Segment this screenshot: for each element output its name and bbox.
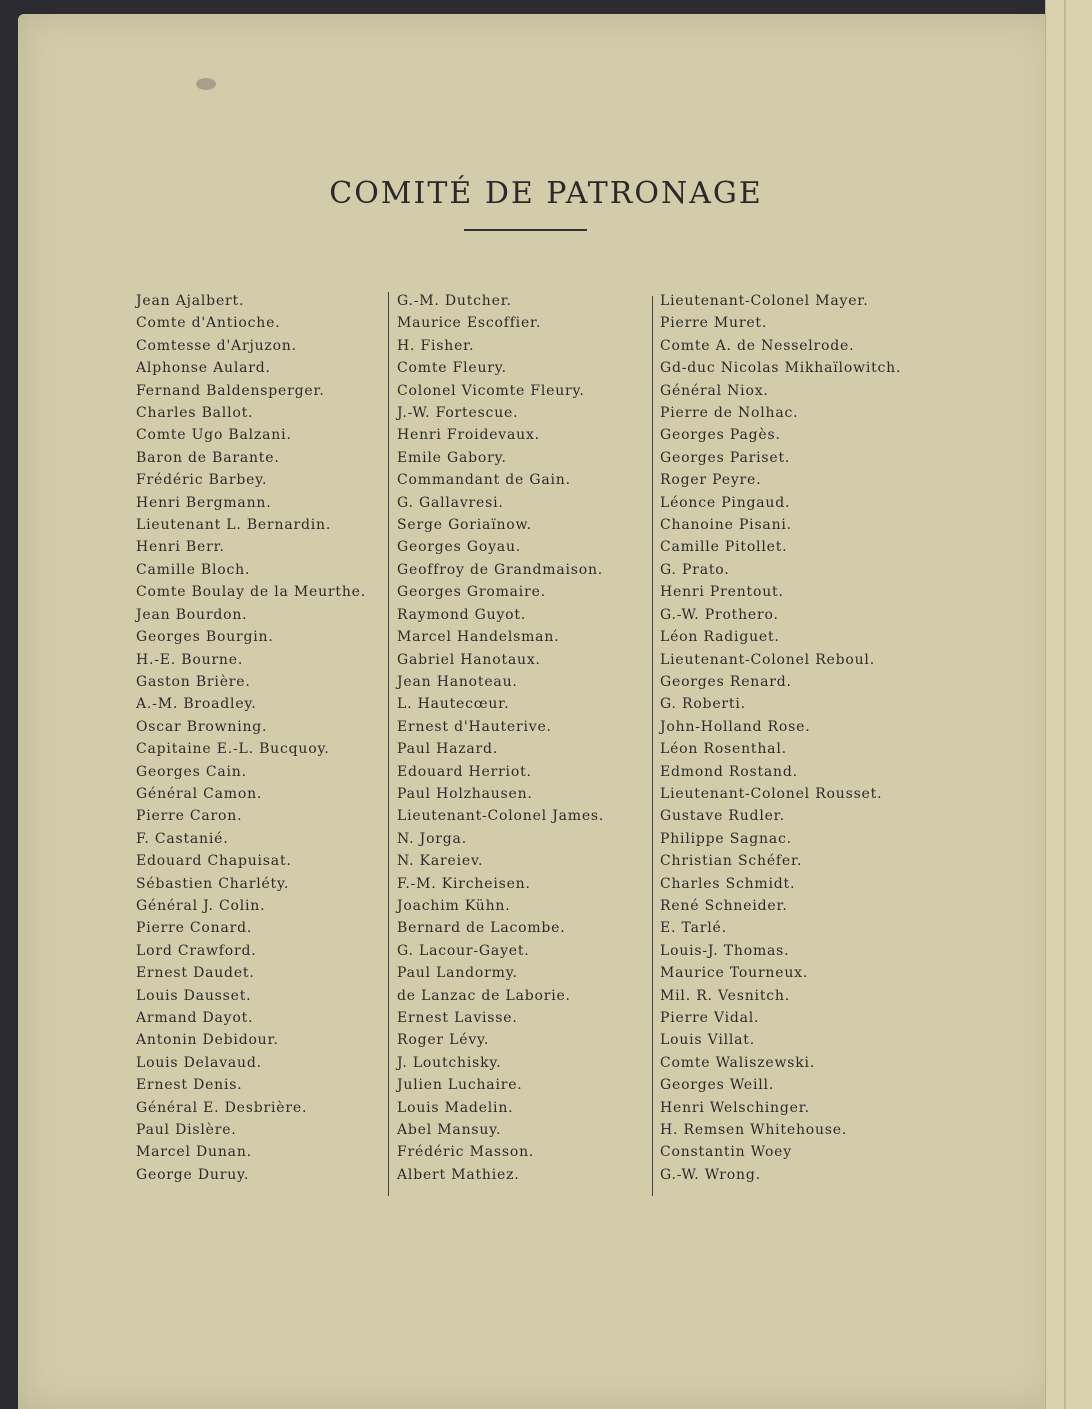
patron-name: Commandant de Gain.: [397, 472, 571, 489]
patron-name: Henri Berr.: [136, 539, 225, 556]
patron-name: Roger Lévy.: [397, 1032, 490, 1049]
patron-name: Henri Bergmann.: [136, 494, 272, 511]
patron-name: Marcel Dunan.: [136, 1144, 252, 1161]
patron-name: Jean Hanoteau.: [397, 673, 518, 690]
patron-name: Roger Peyre.: [660, 472, 762, 489]
patron-name: Lieutenant-Colonel James.: [397, 808, 605, 825]
patron-name: Comte d'Antioche.: [136, 315, 281, 332]
patron-name: Comte Ugo Balzani.: [136, 427, 292, 444]
patron-name: Edmond Rostand.: [660, 763, 798, 780]
patron-name: de Lanzac de Laborie.: [397, 987, 571, 1004]
patron-name: Comte Boulay de la Meurthe.: [136, 584, 366, 601]
patron-name: Gustave Rudler.: [660, 808, 785, 825]
patron-name: F.-M. Kircheisen.: [397, 875, 531, 892]
patron-name: John-Holland Rose.: [660, 718, 811, 735]
patron-name: Jean Ajalbert.: [136, 293, 245, 309]
patron-name: Comte Waliszewski.: [660, 1054, 816, 1071]
patron-name: Léonce Pingaud.: [660, 494, 791, 511]
page-title: COMITÉ DE PATRONAGE: [329, 176, 763, 211]
patron-name: Louis Dausset.: [136, 987, 252, 1004]
patron-name: Paul Hazard.: [397, 741, 499, 758]
patron-name: Comte Fleury.: [397, 360, 507, 377]
patron-name: Christian Schéfer.: [660, 853, 803, 870]
patron-name: Maurice Escoffier.: [397, 315, 542, 332]
patron-name: Bernard de Lacombe.: [397, 920, 566, 937]
patron-name: Paul Holzhausen.: [397, 785, 533, 802]
patron-name: Constantin Woey: [660, 1144, 792, 1161]
patron-name: Ernest Denis.: [136, 1077, 243, 1094]
patron-name: Frédéric Barbey.: [136, 472, 268, 489]
patron-name: N. Kareiev.: [397, 853, 484, 870]
patron-name: Alphonse Aulard.: [136, 360, 271, 377]
patron-name: Pierre Muret.: [660, 315, 768, 332]
patron-name: Charles Schmidt.: [660, 875, 796, 892]
patron-name: Louis Madelin.: [397, 1099, 514, 1116]
patron-name: Joachim Kühn.: [397, 897, 511, 914]
patron-name: Pierre Vidal.: [660, 1010, 760, 1026]
patron-name: Jean Bourdon.: [136, 606, 248, 623]
patron-name: E. Tarlé.: [660, 920, 727, 937]
patron-name: Camille Bloch.: [136, 561, 251, 578]
patron-name: Edouard Chapuisat.: [136, 853, 292, 870]
patron-name: Lieutenant L. Bernardin.: [136, 517, 332, 534]
patron-name: G.-W. Prothero.: [660, 606, 779, 623]
patron-name: Georges Weill.: [660, 1077, 775, 1094]
patron-name: Léon Radiguet.: [660, 629, 780, 646]
patron-name: Général E. Desbrière.: [136, 1099, 308, 1116]
patron-name: Lieutenant-Colonel Rousset.: [660, 785, 883, 802]
column-divider-2: [652, 296, 653, 1196]
patron-name: Ernest Daudet.: [136, 965, 255, 982]
patron-name: Frédéric Masson.: [397, 1144, 535, 1161]
patron-name: Abel Mansuy.: [397, 1122, 502, 1139]
patron-name: Georges Cain.: [136, 763, 247, 780]
patron-name: Lord Crawford.: [136, 942, 257, 959]
patron-name: Ernest Lavisse.: [397, 1010, 518, 1026]
patron-name: Julien Luchaire.: [397, 1077, 523, 1094]
patron-name: René Schneider.: [660, 897, 788, 914]
patron-name: L. Hautecœur.: [397, 696, 510, 713]
patron-name: G. Lacour-Gayet.: [397, 942, 530, 959]
patron-name: F. Castanié.: [136, 830, 229, 847]
patron-name: Edouard Herriot.: [397, 763, 532, 780]
patron-name: Philippe Sagnac.: [660, 830, 792, 847]
patron-name: Charles Ballot.: [136, 405, 254, 422]
patron-name: H. Fisher.: [397, 337, 475, 354]
patron-name: Sébastien Charléty.: [136, 875, 290, 892]
column-divider-1: [388, 292, 389, 1196]
patron-name: Lieutenant-Colonel Mayer.: [660, 293, 869, 309]
patron-name: Georges Pariset.: [660, 449, 791, 466]
patron-name: Henri Froidevaux.: [397, 427, 540, 444]
patron-name: Léon Rosenthal.: [660, 741, 787, 758]
patron-name: N. Jorga.: [397, 830, 467, 847]
patron-name: G.-M. Dutcher.: [397, 293, 512, 309]
patron-name: Louis Villat.: [660, 1032, 755, 1049]
patron-name: Fernand Baldensperger.: [136, 382, 325, 399]
patron-name: Oscar Browning.: [136, 718, 268, 735]
patron-name: Marcel Handelsman.: [397, 629, 560, 646]
patron-name: G. Prato.: [660, 561, 730, 578]
name-column-2: [397, 290, 604, 1186]
patron-name: Chanoine Pisani.: [660, 517, 792, 534]
patron-name: Paul Landormy.: [397, 965, 518, 982]
patron-name: Comte A. de Nesselrode.: [660, 337, 855, 354]
patron-name: Comtesse d'Arjuzon.: [136, 337, 297, 354]
patron-name: Pierre Caron.: [136, 808, 243, 825]
patron-name: Henri Prentout.: [660, 584, 784, 601]
patron-name: Paul Dislère.: [136, 1122, 237, 1139]
patron-name: Pierre de Nolhac.: [660, 405, 799, 422]
patron-name: Maurice Tourneux.: [660, 965, 809, 982]
patron-name: J.-W. Fortescue.: [397, 405, 519, 422]
patron-name: Pierre Conard.: [136, 920, 253, 937]
patron-name: Camille Pitollet.: [660, 539, 788, 556]
patron-name: Emile Gabory.: [397, 449, 507, 466]
patron-name: H. Remsen Whitehouse.: [660, 1122, 848, 1139]
patron-name: Mil. R. Vesnitch.: [660, 987, 790, 1004]
patron-name: Geoffroy de Grandmaison.: [397, 561, 604, 578]
patron-name: Gabriel Hanotaux.: [397, 651, 541, 668]
patron-name: G. Gallavresi.: [397, 494, 504, 511]
patron-name: Albert Mathiez.: [397, 1166, 520, 1183]
patron-name: Georges Bourgin.: [136, 629, 274, 646]
page-edge: [1045, 0, 1092, 1409]
patron-name: Serge Goriaïnow.: [397, 517, 532, 534]
patron-name: Georges Renard.: [660, 673, 792, 690]
patron-name: Raymond Guyot.: [397, 606, 527, 623]
patron-name: H.-E. Bourne.: [136, 651, 244, 668]
paper-stain: [196, 78, 216, 90]
name-column-1: [136, 290, 366, 1186]
title-rule: [464, 229, 587, 231]
patron-name: Gd-duc Nicolas Mikhaïlowitch.: [660, 360, 902, 377]
name-column-3: [660, 290, 901, 1186]
patron-name: Ernest d'Hauterive.: [397, 718, 552, 735]
patron-name: Colonel Vicomte Fleury.: [397, 382, 585, 399]
patron-name: Louis-J. Thomas.: [660, 942, 790, 959]
patron-name: J. Loutchisky.: [397, 1054, 502, 1071]
patron-name: Henri Welschinger.: [660, 1099, 810, 1116]
patron-name: George Duruy.: [136, 1166, 250, 1183]
patron-name: G.-W. Wrong.: [660, 1166, 761, 1183]
patron-name: Lieutenant-Colonel Reboul.: [660, 651, 875, 668]
patron-name: Antonin Debidour.: [136, 1032, 279, 1049]
patron-name: Capitaine E.-L. Bucquoy.: [136, 741, 330, 758]
patron-name: Gaston Brière.: [136, 673, 251, 690]
patron-name: A.-M. Broadley.: [136, 696, 257, 713]
patron-name: Baron de Barante.: [136, 449, 280, 466]
patron-name: Général J. Colin.: [136, 897, 266, 914]
patron-name: G. Roberti.: [660, 696, 746, 713]
patron-name: Georges Gromaire.: [397, 584, 546, 601]
patron-name: Général Camon.: [136, 785, 263, 802]
patron-name: Georges Pagès.: [660, 427, 781, 444]
patron-name: Armand Dayot.: [136, 1010, 254, 1026]
patron-name: Georges Goyau.: [397, 539, 522, 556]
patron-name: Général Niox.: [660, 382, 769, 399]
patron-name: Louis Delavaud.: [136, 1054, 262, 1071]
